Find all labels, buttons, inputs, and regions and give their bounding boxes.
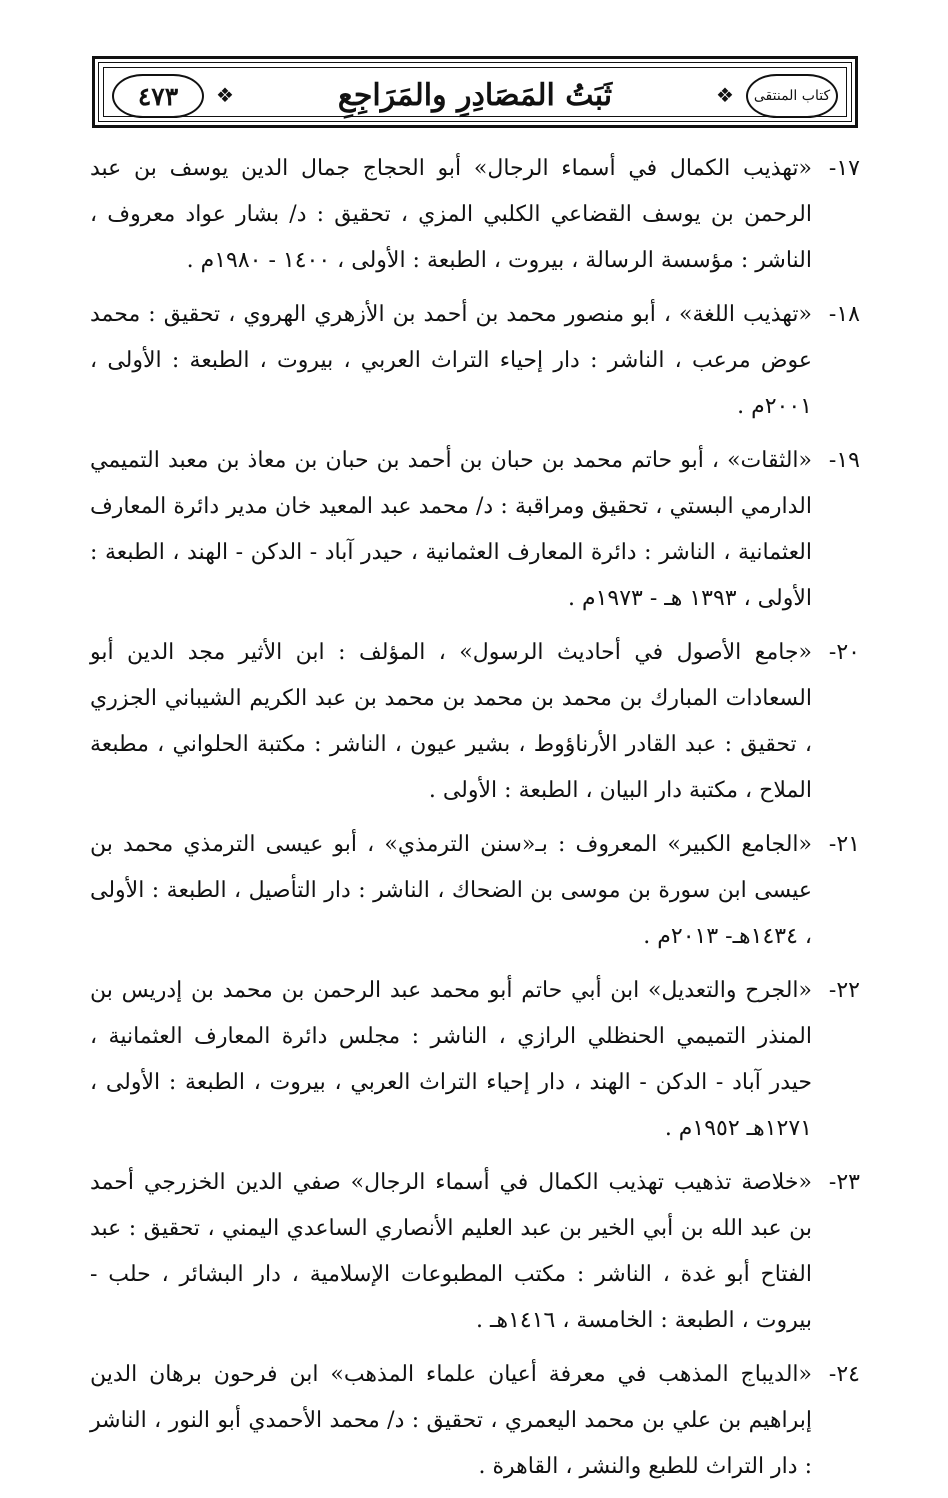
bibliography-entry xyxy=(90,292,860,430)
entry-text: «تهذيب الكمال في أسماء الرجال» أبو الحجاج جمال الدين يوسف بن عبد الرحمن بن يوسف القضاعي الكلبي المزي ، تحقيق : د/ بشار عواد معروف ، الناشر : مؤسسة الرسالة ، بيروت ، الطبعة : الأولى ، ١٤٠٠ - ١٩٨٠م . xyxy=(90,156,812,273)
entry-text: «الديباج المذهب في معرفة أعيان علماء المذهب» ابن فرحون برهان الدين إبراهيم بن علي بن محمد اليعمري ، تحقيق : د/ محمد الأحمدي أبو النور ، الناشر : دار التراث للطبع والنشر ، القاهرة . xyxy=(90,1362,812,1479)
bibliography-entry xyxy=(90,146,860,284)
bibliography-entry xyxy=(90,630,860,814)
ornament-icon: ❖ xyxy=(216,83,234,107)
ornament-icon: ❖ xyxy=(716,83,734,107)
entry-text: «تهذيب اللغة» ، أبو منصور محمد بن أحمد بن الأزهري الهروي ، تحقيق : محمد عوض مرعب ، الناشر : دار إحياء التراث العربي ، بيروت ، الطبعة : الأولى ، ٢٠٠١م . xyxy=(90,302,812,419)
entry-text: «جامع الأصول في أحاديث الرسول» ، المؤلف : ابن الأثير مجد الدين أبو السعادات المبارك بن محمد بن محمد بن محمد بن عبد الكريم الشيباني الجزري ، تحقيق : عبد القادر الأرناؤوط ، بشير عيون ، الناشر : مكتبة الحلواني ، مطبعة الملاح ، مكتبة دار البيان ، الطبعة : الأولى . xyxy=(90,640,812,803)
entry-number: ٢٢- xyxy=(828,978,860,1003)
entry-text: «خلاصة تذهيب تهذيب الكمال في أسماء الرجال» صفي الدين الخزرجي أحمد بن عبد الله بن أبي الخير بن عبد العليم الأنصاري الساعدي اليمني ، تحقيق : عبد الفتاح أبو غدة ، الناشر : مكتب المطبوعات الإسلامية ، دار البشائر ، حلب - بيروت ، الطبعة : الخامسة ، ١٤١٦هـ . xyxy=(90,1170,813,1333)
running-title: ثَبَتُ المَصَادِرِ والمَرَاجِعِ xyxy=(337,77,613,113)
publisher-logo: كتاب المنتقى xyxy=(753,87,831,104)
entry-number: ٢١- xyxy=(828,832,860,857)
entry-number: ٢٤- xyxy=(828,1362,860,1387)
page-header xyxy=(92,56,858,128)
bibliography-entry xyxy=(90,1352,860,1490)
entry-text: «الثقات» ، أبو حاتم محمد بن حبان بن أحمد بن حبان بن معاذ بن معبد التميمي الدارمي البستي ، تحقيق ومراقبة : د/ محمد عبد المعيد خان مدير دائرة المعارف العثمانية ، الناشر : دائرة المعارف العثمانية ، حيدر آباد - الدكن - الهند ، الطبعة : الأولى ، ١٣٩٣ هـ - ١٩٧٣م . xyxy=(90,448,812,611)
page-number: ٤٧٣ xyxy=(137,81,179,111)
entry-number: ١٧- xyxy=(828,156,860,181)
entry-text: «الجامع الكبير» المعروف : بـ«سنن الترمذي» ، أبو عيسى الترمذي محمد بن عيسى ابن سورة بن موسى بن الضحاك ، الناشر : دار التأصيل ، الطبعة : الأولى ، ١٤٣٤هـ- ٢٠١٣م . xyxy=(90,832,812,949)
logo-medallion xyxy=(746,74,838,118)
entry-number: ١٨- xyxy=(828,302,860,327)
entry-number: ٢٠- xyxy=(828,640,860,665)
bibliography-entry xyxy=(90,438,860,622)
entry-text: «الجرح والتعديل» ابن أبي حاتم أبو محمد عبد الرحمن بن محمد بن إدريس بن المنذر التميمي الحنظلي الرازي ، الناشر : مجلس دائرة المعارف العثمانية ، حيدر آباد - الدكن - الهند ، دار إحياء التراث العربي ، بيروت ، الطبعة : الأولى ، ١٢٧١هـ ١٩٥٢م . xyxy=(90,978,812,1141)
entry-number: ٢٣- xyxy=(828,1170,860,1195)
bibliography-list xyxy=(90,146,860,1498)
bibliography-entry xyxy=(90,822,860,960)
bibliography-entry xyxy=(90,968,860,1152)
bibliography-entry xyxy=(90,1160,860,1344)
entry-number: ١٩- xyxy=(828,448,860,473)
page-number-medallion xyxy=(112,74,204,118)
header-frame xyxy=(103,67,847,117)
